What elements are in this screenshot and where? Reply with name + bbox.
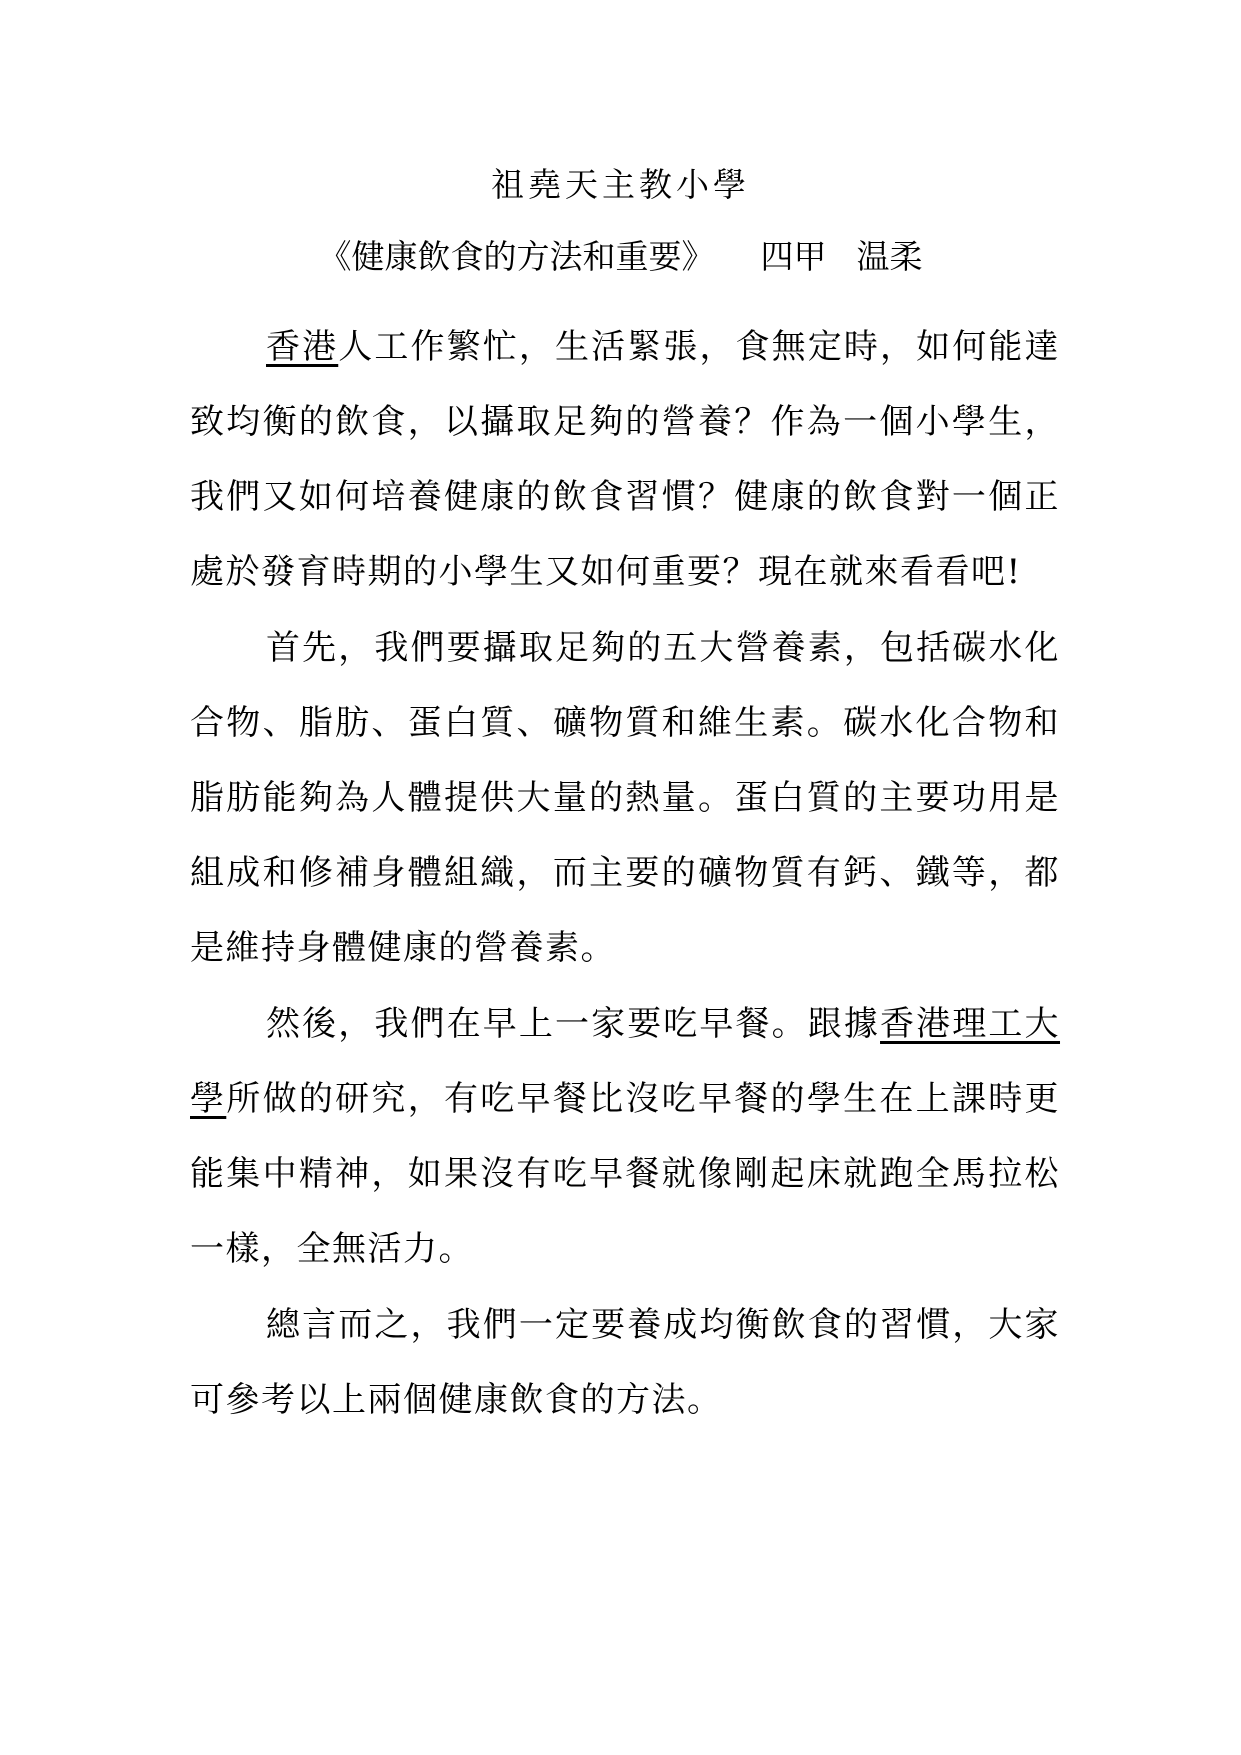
paragraph-text: 總言而之，我們一定要養成均衡飲食的習慣，大家可參考以上兩個健康飲食的方法。 bbox=[190, 1305, 1060, 1420]
class-label: 四甲 bbox=[760, 237, 827, 276]
paragraph-text: 然後，我們在早上一家要吃早餐。跟據 bbox=[266, 1004, 881, 1044]
paragraph-intro bbox=[190, 310, 1060, 610]
essay-title-row bbox=[0, 232, 1241, 282]
paragraph-text: 所做的研究，有吃早餐比沒吃早餐的學生在上課時更能集中精神，如果沒有吃早餐就像剛起床就跑全馬拉松一樣，全無活力。 bbox=[190, 1079, 1061, 1269]
essay-body bbox=[190, 310, 1060, 1439]
paragraph-text: 人工作繁忙，生活緊張，食無定時，如何能達致均衡的飲食，以攝取足夠的營養？作為一個小學生，我們又如何培養健康的飲食習慣？健康的飲食對一個正處於發育時期的小學生又如何重要？現在就來看看吧! bbox=[190, 327, 1061, 592]
author-name: 温柔 bbox=[856, 237, 923, 276]
underlined-place-name: 香港 bbox=[266, 327, 339, 367]
paragraph-breakfast bbox=[190, 987, 1060, 1287]
paragraph-conclusion bbox=[190, 1288, 1060, 1438]
paragraph-text: 首先，我們要攝取足夠的五大營養素，包括碳水化合物、脂肪、蛋白質、礦物質和維生素。碳水化合物和脂肪能夠為人體提供大量的熱量。蛋白質的主要功用是組成和修補身體組織，而主要的礦物質有鈣、鐵等，都是維持身體健康的營養素。 bbox=[190, 628, 1060, 968]
school-name: 祖堯天主教小學 bbox=[491, 165, 750, 204]
paragraph-nutrients bbox=[190, 611, 1060, 986]
underlined-institution-name: 香港理工大學 bbox=[190, 1004, 1061, 1119]
essay-title: 《健康飲食的方法和重要》 bbox=[318, 237, 715, 276]
